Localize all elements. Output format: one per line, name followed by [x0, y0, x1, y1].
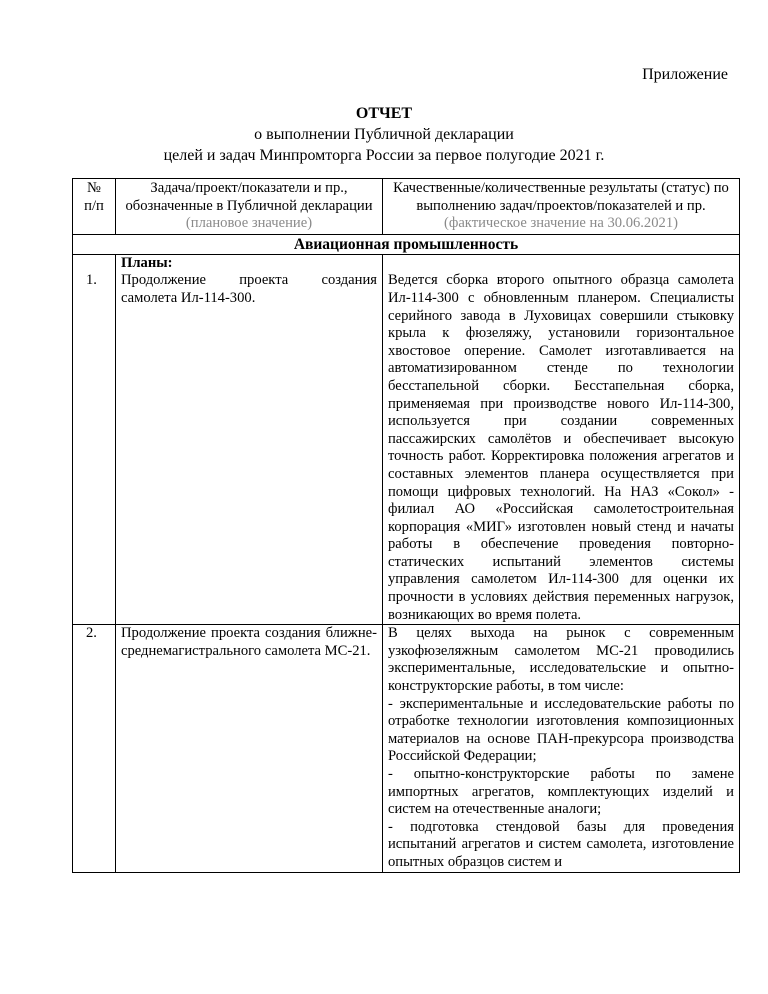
table-row: [73, 625, 740, 872]
row-result-item: - экспериментальные и исследовательские работы по отработке технологии изготовления композиционных материалов на основе ПАН-прекурсора производства Российской Федерации;: [388, 695, 734, 765]
header-number: № п/п: [73, 179, 116, 235]
report-table: [72, 178, 740, 873]
row-result-intro: В целях выхода на рынок с современным узкофюзеляжным самолетом МС-21 проводились экспериментальные, исследовательские и опытно-конструкторские работы, в том числе:: [388, 625, 734, 695]
document-title: ОТЧЕТ: [355, 105, 413, 122]
document-title-block: [0, 103, 768, 166]
plans-row: [73, 254, 740, 272]
header-result-actual: (фактическое значение на 30.06.2021): [444, 215, 678, 232]
row-result: [383, 625, 740, 872]
table-header-row: [73, 179, 740, 235]
row-result-item: - опытно-конструкторские работы по замене импортных агрегатов, комплектующих изделий и систем на отечественные аналоги;: [388, 766, 734, 818]
section-title: Авиационная промышленность: [73, 234, 740, 254]
row-task: Продолжение проекта создания ближне-среднемагистрального самолета МС-21.: [116, 625, 383, 872]
row-number: 2.: [73, 625, 116, 872]
row-number: 1.: [73, 272, 116, 624]
row-result-item: - подготовка стендовой базы для проведения испытаний агрегатов и систем самолета, изготовление опытных образцов систем и: [388, 818, 734, 870]
table-row: [73, 272, 740, 624]
header-result: [383, 179, 740, 235]
document-subtitle-line1: о выполнении Публичной декларации: [254, 126, 514, 143]
plans-label: Планы:: [116, 254, 383, 272]
appendix-label: Приложение: [642, 66, 728, 83]
row-result: Ведется сборка второго опытного образца самолета Ил-114-300 с обновленным планером. Специалисты серийного завода в Луховицах совершили стыковку крыла к фюзеляжу, установили горизонтальное хвостовое оперение. Самолет изготавливается на автоматизированном стенде по технологии бесстапельной сборки. Бесстапельная сборка, применяемая при производстве нового Ил-114-300, используется при создании современных пассажирских самолётов и обеспечивает высокую точность работ. Корректировка положения агрегатов и составных элементов планера осуществляется при помощи цифровых технологий. На НАЗ «Сокол» - филиал АО «Российская самолетостроительная корпорация «МИГ» изготовлен новый стенд и начаты работы в обеспечение проведения повторно-статических испытаний элементов системы управления самолетом Ил-114-300 для оценки их прочности в условиях действия переменных нагрузок, возникающих во время полета.: [383, 272, 740, 624]
header-task-planned: (плановое значение): [185, 215, 313, 232]
header-result-text: Качественные/количественные результаты (статус) по выполнению задач/проектов/показателей и пр.: [393, 180, 729, 214]
header-task-text: Задача/проект/показатели и пр., обозначенные в Публичной декларации: [125, 180, 373, 214]
document-subtitle-line2: целей и задач Минпромторга России за первое полугодие 2021 г.: [163, 147, 605, 164]
row-task: Продолжение проекта создания самолета Ил-114-300.: [116, 272, 383, 624]
section-row: [73, 234, 740, 254]
header-task: [116, 179, 383, 235]
